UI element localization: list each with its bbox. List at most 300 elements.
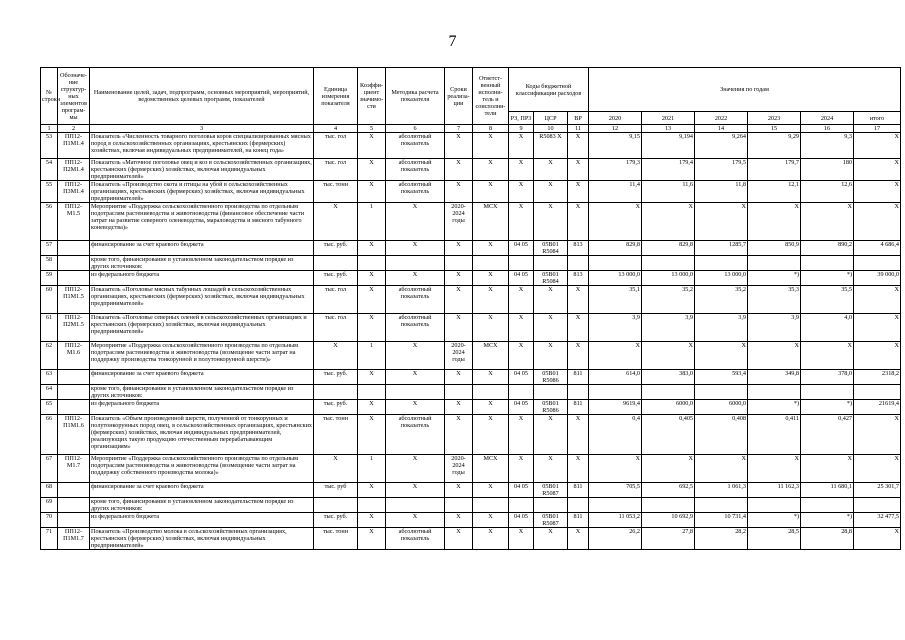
header-row-number: № строки <box>41 68 58 125</box>
value-2021-cell: 13 000,0 <box>642 271 695 286</box>
value-2020-cell: X <box>589 455 642 483</box>
responsible-cell: МСХ <box>473 203 509 241</box>
value-2020-cell: 9619,4 <box>589 400 642 415</box>
value-2020-cell: 11,4 <box>589 181 642 203</box>
method-cell: X <box>386 241 445 256</box>
code-rzpr-cell: 04 05 <box>509 271 534 286</box>
responsible-cell: X <box>473 370 509 385</box>
value-2023-cell: 3,9 <box>748 314 801 342</box>
code-vr-cell: X <box>568 159 589 181</box>
value-2024-cell: 180 <box>801 159 854 181</box>
code-csr-cell <box>534 256 568 271</box>
structural-code-cell <box>58 385 90 400</box>
name-cell: кроме того, финансирование в установленном законодательством порядке из других источников: <box>90 498 314 513</box>
header-responsible: Ответст-венный исполни-тель и соисполни-тели <box>473 68 509 125</box>
column-number-cell: 6 <box>386 125 445 133</box>
column-number-cell: 14 <box>695 125 748 133</box>
coefficient-cell: X <box>358 400 386 415</box>
unit-cell <box>314 256 358 271</box>
table-row <box>41 370 901 385</box>
value-2024-cell: *) <box>801 513 854 528</box>
value-2020-cell: 3,9 <box>589 314 642 342</box>
column-number-cell: 16 <box>801 125 854 133</box>
column-number-cell: 9 <box>509 125 534 133</box>
method-cell: X <box>386 342 445 370</box>
value-2022-cell: 6000,0 <box>695 400 748 415</box>
structural-code-cell <box>58 513 90 528</box>
row-number-cell: 70 <box>41 513 58 528</box>
table-header <box>41 68 901 125</box>
name-cell: кроме того, финансирование в установленном законодательством порядке из других источников: <box>90 385 314 400</box>
responsible-cell: X <box>473 415 509 455</box>
value-2023-cell: X <box>748 342 801 370</box>
structural-code-cell: ПП12-П2М1.5 <box>58 314 90 342</box>
code-rzpr-cell: X <box>509 133 534 159</box>
terms-cell <box>445 385 473 400</box>
row-number-cell: 59 <box>41 271 58 286</box>
unit-cell: тыс. гол <box>314 133 358 159</box>
value-2024-cell: *) <box>801 271 854 286</box>
method-cell: абсолютный показатель <box>386 415 445 455</box>
header-unit: Единица измерения показателя <box>314 68 358 125</box>
header-coefficient: Коэффи-циент значимо-сти <box>358 68 386 125</box>
value-2021-cell: 10 692,9 <box>642 513 695 528</box>
name-cell: финансирование за счет краевого бюджета <box>90 483 314 498</box>
code-vr-cell: X <box>568 286 589 314</box>
column-numbers-row <box>41 125 901 133</box>
responsible-cell: X <box>473 400 509 415</box>
coefficient-cell: X <box>358 370 386 385</box>
value-2021-cell: 383,0 <box>642 370 695 385</box>
coefficient-cell: X <box>358 513 386 528</box>
responsible-cell <box>473 256 509 271</box>
value-2020-cell <box>589 256 642 271</box>
value-2021-cell <box>642 256 695 271</box>
row-number-cell: 71 <box>41 528 58 550</box>
column-number-cell: 17 <box>854 125 901 133</box>
code-rzpr-cell: X <box>509 415 534 455</box>
page-number: 7 <box>448 33 457 50</box>
method-cell: X <box>386 370 445 385</box>
terms-cell: X <box>445 133 473 159</box>
table-row <box>41 342 901 370</box>
table-row <box>41 415 901 455</box>
code-vr-cell: 811 <box>568 483 589 498</box>
table-row <box>41 133 901 159</box>
responsible-cell: X <box>473 314 509 342</box>
program-table <box>40 67 901 550</box>
header-name: Наименование целей, задач, подпрограмм, основных мероприятий, мероприятий, ведомственных целевых программ, показателей <box>90 68 314 125</box>
header-year-2020: 2020 <box>589 112 642 125</box>
value-2021-cell: X <box>642 455 695 483</box>
code-vr-cell: X <box>568 314 589 342</box>
name-cell: кроме того, финансирование в установленном законодательством порядке из других источников: <box>90 256 314 271</box>
column-number-cell: 15 <box>748 125 801 133</box>
method-cell: абсолютный показатель <box>386 314 445 342</box>
responsible-cell: X <box>473 159 509 181</box>
responsible-cell: X <box>473 241 509 256</box>
responsible-cell: X <box>473 271 509 286</box>
terms-cell: X <box>445 159 473 181</box>
value-total-cell: X <box>854 415 901 455</box>
code-vr-cell: X <box>568 415 589 455</box>
table-row <box>41 256 901 271</box>
value-2023-cell: *) <box>748 271 801 286</box>
value-2020-cell: 35,1 <box>589 286 642 314</box>
code-csr-cell: 05В01 R5084 <box>534 271 568 286</box>
row-number-cell: 60 <box>41 286 58 314</box>
code-csr-cell: X <box>534 415 568 455</box>
code-csr-cell: X <box>534 528 568 550</box>
coefficient-cell <box>358 385 386 400</box>
terms-cell: X <box>445 370 473 385</box>
column-number-cell: 13 <box>642 125 695 133</box>
code-rzpr-cell: 04 05 <box>509 400 534 415</box>
value-2022-cell: X <box>695 203 748 241</box>
column-number-cell: 12 <box>589 125 642 133</box>
value-total-cell: X <box>854 455 901 483</box>
value-2022-cell: X <box>695 455 748 483</box>
structural-code-cell <box>58 483 90 498</box>
value-2020-cell: X <box>589 203 642 241</box>
header-year-2024: 2024 <box>801 112 854 125</box>
name-cell: Мероприятие «Поддержка сельскохозяйственного производства по отдельным подотраслям растениеводства и животноводства (финансовое обеспечение части затрат на развитие северного оленеводства, мараловодства и мясного табунного коневодства)» <box>90 203 314 241</box>
header-structural-element: Обозначе-ние структур-ных элементов програм-мы <box>58 68 90 125</box>
terms-cell: X <box>445 241 473 256</box>
value-2021-cell: 6000,0 <box>642 400 695 415</box>
value-2020-cell: 614,0 <box>589 370 642 385</box>
structural-code-cell: ПП12-П1М1.6 <box>58 415 90 455</box>
coefficient-cell: 1 <box>358 342 386 370</box>
code-csr-cell: X <box>534 342 568 370</box>
name-cell: Мероприятие «Поддержка сельскохозяйственного производства по отдельным подотраслям растениеводства и животноводства (возмещение части затрат на поддержку собственного производства молока)» <box>90 455 314 483</box>
code-csr-cell: 05В01 R5087 <box>534 513 568 528</box>
value-2023-cell: *) <box>748 513 801 528</box>
row-number-cell: 68 <box>41 483 58 498</box>
method-cell: X <box>386 483 445 498</box>
code-csr-cell: 05В01 R5086 <box>534 370 568 385</box>
unit-cell: X <box>314 342 358 370</box>
table-row <box>41 241 901 256</box>
coefficient-cell <box>358 256 386 271</box>
code-rzpr-cell: 04 05 <box>509 513 534 528</box>
responsible-cell: X <box>473 286 509 314</box>
structural-code-cell <box>58 498 90 513</box>
name-cell: Показатель «Производство скота и птицы на убой в сельскохозяйственных организациях, крестьянских (фермерских) хозяйствах, включая индивидуальных предпринимателей» <box>90 181 314 203</box>
value-2020-cell: 11 053,2 <box>589 513 642 528</box>
unit-cell: тыс. тонн <box>314 528 358 550</box>
value-2023-cell: 179,7 <box>748 159 801 181</box>
value-2023-cell: *) <box>748 400 801 415</box>
row-number-cell: 56 <box>41 203 58 241</box>
value-2020-cell: 0,4 <box>589 415 642 455</box>
column-number-cell: 3 <box>90 125 314 133</box>
code-rzpr-cell: X <box>509 159 534 181</box>
value-2024-cell <box>801 498 854 513</box>
responsible-cell <box>473 385 509 400</box>
structural-code-cell: ПП12-П1М1.7 <box>58 528 90 550</box>
name-cell: из федерального бюджета <box>90 271 314 286</box>
structural-code-cell: ПП12-П3М1.4 <box>58 181 90 203</box>
method-cell: X <box>386 271 445 286</box>
terms-cell: X <box>445 181 473 203</box>
method-cell: X <box>386 513 445 528</box>
value-2022-cell: 13 000,0 <box>695 271 748 286</box>
row-number-cell: 55 <box>41 181 58 203</box>
value-2021-cell <box>642 498 695 513</box>
value-total-cell: 32 477,5 <box>854 513 901 528</box>
value-2022-cell: 1 061,3 <box>695 483 748 498</box>
value-2022-cell <box>695 256 748 271</box>
table-row <box>41 513 901 528</box>
value-2021-cell: 9,194 <box>642 133 695 159</box>
unit-cell: тыс. руб. <box>314 400 358 415</box>
responsible-cell: X <box>473 513 509 528</box>
responsible-cell: X <box>473 181 509 203</box>
code-csr-cell: X <box>534 181 568 203</box>
responsible-cell: X <box>473 483 509 498</box>
value-total-cell: 25 301,7 <box>854 483 901 498</box>
structural-code-cell <box>58 400 90 415</box>
unit-cell <box>314 385 358 400</box>
code-rzpr-cell: X <box>509 181 534 203</box>
terms-cell: X <box>445 400 473 415</box>
name-cell: Показатель «Производство молока в сельскохозяйственных организациях, крестьянских (фермерских) хозяйствах, включая индивидуальных предпринимателей» <box>90 528 314 550</box>
value-2023-cell: 9,29 <box>748 133 801 159</box>
value-total-cell: X <box>854 203 901 241</box>
coefficient-cell: X <box>358 133 386 159</box>
value-2023-cell: 28,5 <box>748 528 801 550</box>
value-2022-cell <box>695 498 748 513</box>
method-cell: абсолютный показатель <box>386 133 445 159</box>
unit-cell: тыс. руб. <box>314 370 358 385</box>
unit-cell: тыс. руб. <box>314 241 358 256</box>
structural-code-cell <box>58 370 90 385</box>
value-total-cell: X <box>854 314 901 342</box>
method-cell <box>386 256 445 271</box>
value-2020-cell: X <box>589 342 642 370</box>
value-total-cell <box>854 256 901 271</box>
value-2021-cell: 35,2 <box>642 286 695 314</box>
value-2022-cell: 3,9 <box>695 314 748 342</box>
value-2021-cell: 3,9 <box>642 314 695 342</box>
code-vr-cell: X <box>568 133 589 159</box>
header-year-2023: 2023 <box>748 112 801 125</box>
value-2024-cell: X <box>801 203 854 241</box>
coefficient-cell: X <box>358 483 386 498</box>
value-2023-cell: 0,411 <box>748 415 801 455</box>
column-number-cell: 8 <box>473 125 509 133</box>
method-cell: X <box>386 203 445 241</box>
name-cell: Показатель «Поголовье северных оленей в сельскохозяйственных организациях и крестьянских (фермерских) хозяйствах, включая индивидуальных предпринимателей» <box>90 314 314 342</box>
header-method: Методика расчета показателя <box>386 68 445 125</box>
value-2023-cell: 11 162,3 <box>748 483 801 498</box>
code-rzpr-cell: X <box>509 342 534 370</box>
row-number-cell: 54 <box>41 159 58 181</box>
terms-cell: X <box>445 483 473 498</box>
name-cell: Мероприятие «Поддержка сельскохозяйственного производства по отдельным подотраслям растениеводства и животноводства (возмещение части затрат на поддержку производства тонкорунной и полутонкорунной шерсти)» <box>90 342 314 370</box>
coefficient-cell: X <box>358 415 386 455</box>
value-2021-cell: X <box>642 203 695 241</box>
value-2023-cell <box>748 498 801 513</box>
value-2020-cell <box>589 498 642 513</box>
structural-code-cell: ПП12-М1.5 <box>58 203 90 241</box>
structural-code-cell <box>58 256 90 271</box>
method-cell: абсолютный показатель <box>386 181 445 203</box>
code-vr-cell: 811 <box>568 400 589 415</box>
value-2021-cell: 11,6 <box>642 181 695 203</box>
value-total-cell: X <box>854 159 901 181</box>
value-2023-cell: 35,3 <box>748 286 801 314</box>
value-2024-cell: X <box>801 455 854 483</box>
table-row <box>41 159 901 181</box>
value-2024-cell: 12,6 <box>801 181 854 203</box>
name-cell: Показатель «Маточное поголовье овец и коз в сельскохозяйственных организациях, крестьянских (фермерских) хозяйствах, включая индивидуальных предпринимателей» <box>91 159 312 180</box>
table-row <box>41 498 901 513</box>
value-2023-cell: 12,1 <box>748 181 801 203</box>
code-csr-cell: X <box>534 314 568 342</box>
value-2020-cell: 9,15 <box>589 133 642 159</box>
code-vr-cell <box>568 256 589 271</box>
value-2024-cell: *) <box>801 400 854 415</box>
value-2024-cell <box>801 385 854 400</box>
terms-cell: X <box>445 513 473 528</box>
header-budget-codes: Коды бюджетной классификации расходов <box>509 68 589 112</box>
value-2021-cell: 692,5 <box>642 483 695 498</box>
structural-code-cell: ПП12-М1.6 <box>58 342 90 370</box>
value-2023-cell <box>748 256 801 271</box>
terms-cell <box>445 498 473 513</box>
unit-cell: тыс. гол <box>314 159 358 181</box>
coefficient-cell: X <box>358 159 386 181</box>
code-rzpr-cell: X <box>509 314 534 342</box>
value-2022-cell: 11,8 <box>695 181 748 203</box>
coefficient-cell: X <box>358 314 386 342</box>
row-number-cell: 64 <box>41 385 58 400</box>
value-total-cell: X <box>854 286 901 314</box>
value-total-cell: 21619,4 <box>854 400 901 415</box>
value-total-cell: X <box>854 528 901 550</box>
row-number-cell: 58 <box>41 256 58 271</box>
name-cell: Показатель «Численность товарного поголовья коров специализированных мясных пород в сельскохозяйственных организациях, крестьянских (фермерских) хозяйствах, включая индивидуальных предпринимателей, на конец года» <box>90 133 314 159</box>
table-row <box>41 455 901 483</box>
value-2024-cell: 4,0 <box>801 314 854 342</box>
value-2024-cell: 890,2 <box>801 241 854 256</box>
table-row <box>41 181 901 203</box>
column-number-cell: 1 <box>41 125 58 133</box>
value-2021-cell: X <box>642 342 695 370</box>
structural-code-cell <box>58 241 90 256</box>
value-2023-cell: 349,8 <box>748 370 801 385</box>
value-2024-cell: 378,0 <box>801 370 854 385</box>
header-code-rzpr: РЗ, ПР3 <box>509 112 534 125</box>
structural-code-cell: ПП12-П1М1.5 <box>58 286 90 314</box>
value-2020-cell: 179,3 <box>589 159 642 181</box>
value-2023-cell: X <box>748 455 801 483</box>
header-code-csr: ЦСР <box>534 112 568 125</box>
value-2024-cell: 9,3 <box>801 133 854 159</box>
value-total-cell: 2318,2 <box>854 370 901 385</box>
code-vr-cell <box>568 498 589 513</box>
responsible-cell: X <box>473 528 509 550</box>
header-code-vr: ВР <box>568 112 589 125</box>
coefficient-cell: X <box>358 241 386 256</box>
terms-cell: X <box>445 286 473 314</box>
unit-cell: тыс. тонн <box>314 415 358 455</box>
value-2024-cell: X <box>801 342 854 370</box>
value-2021-cell: 27,8 <box>642 528 695 550</box>
row-number-cell: 65 <box>41 400 58 415</box>
name-cell: Показатель «Поголовье мясных табунных лошадей в сельскохозяйственных организациях, крестьянских (фермерских) хозяйствах, включая индивидуальных предпринимателей» <box>90 286 314 314</box>
value-2022-cell: 0,408 <box>695 415 748 455</box>
method-cell <box>386 498 445 513</box>
structural-code-cell <box>58 271 90 286</box>
structural-code-cell: ПП12-П1М1.4 <box>58 133 90 159</box>
row-number-cell: 63 <box>41 370 58 385</box>
column-number-cell: 5 <box>358 125 386 133</box>
code-vr-cell: X <box>568 342 589 370</box>
unit-cell: тыс. тонн <box>314 181 358 203</box>
unit-cell <box>314 498 358 513</box>
value-2024-cell: 35,5 <box>801 286 854 314</box>
row-number-cell: 57 <box>41 241 58 256</box>
name-cell: финансирование за счет краевого бюджета <box>90 241 314 256</box>
code-csr-cell: X <box>534 455 568 483</box>
row-number-cell: 69 <box>41 498 58 513</box>
value-2023-cell: 850,9 <box>748 241 801 256</box>
code-rzpr-cell: 04 05 <box>509 483 534 498</box>
code-rzpr-cell: X <box>509 286 534 314</box>
terms-cell: 2020-2024 годы <box>445 342 473 370</box>
code-csr-cell: X <box>534 203 568 241</box>
code-rzpr-cell: X <box>509 455 534 483</box>
table-row <box>41 400 901 415</box>
name-cell: из федерального бюджета <box>90 513 314 528</box>
value-total-cell <box>854 498 901 513</box>
value-2020-cell: 705,5 <box>589 483 642 498</box>
table-row <box>41 528 901 550</box>
code-vr-cell <box>568 385 589 400</box>
code-csr-cell: R5083 X <box>534 133 568 159</box>
column-number-cell: 7 <box>445 125 473 133</box>
coefficient-cell: 1 <box>358 455 386 483</box>
code-vr-cell: 811 <box>568 370 589 385</box>
header-terms: Сроки реализа-ции <box>445 68 473 125</box>
unit-cell: тыс. гол <box>314 286 358 314</box>
structural-code-cell: ПП12-П2М1.4 <box>58 159 90 181</box>
code-rzpr-cell <box>509 498 534 513</box>
name-cell: финансирование за счет краевого бюджета <box>90 370 314 385</box>
code-vr-cell: X <box>568 181 589 203</box>
unit-cell: X <box>314 203 358 241</box>
column-number-cell: 11 <box>568 125 589 133</box>
responsible-cell <box>473 498 509 513</box>
row-number-cell: 66 <box>41 415 58 455</box>
code-vr-cell: X <box>568 203 589 241</box>
responsible-cell: X <box>473 133 509 159</box>
value-2022-cell: 9,264 <box>695 133 748 159</box>
code-csr-cell: 05В01 R5087 <box>534 483 568 498</box>
value-2021-cell: 179,4 <box>642 159 695 181</box>
unit-cell: тыс. руб. <box>314 513 358 528</box>
method-cell: X <box>386 455 445 483</box>
terms-cell: X <box>445 528 473 550</box>
value-total-cell: 39 000,0 <box>854 271 901 286</box>
column-number-cell: 10 <box>534 125 568 133</box>
value-total-cell <box>854 385 901 400</box>
value-2022-cell: 35,2 <box>695 286 748 314</box>
value-2023-cell: X <box>748 203 801 241</box>
